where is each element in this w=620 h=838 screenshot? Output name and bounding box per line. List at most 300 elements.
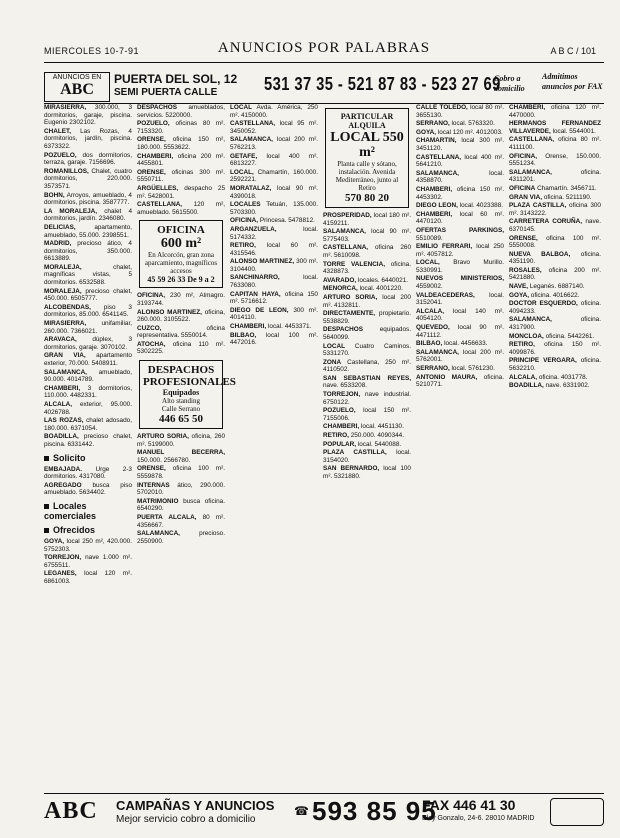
classified-ad: [44, 554, 132, 569]
ad-heading: SAN BERNARDO,: [323, 465, 380, 473]
ad-heading: PLAZA CASTILLA,: [509, 202, 567, 210]
ad-heading: CALLE TOLEDO,: [416, 104, 468, 111]
ad-text: oficina. 5632210.: [509, 357, 601, 372]
ad-heading: SALAMANCA,: [416, 348, 459, 356]
ad-heading: LOCAL,: [230, 168, 254, 176]
ad-heading: BOADILLA,: [509, 382, 544, 390]
ad-text: 3 dormitorios, 110.000. 4482331.: [44, 384, 132, 400]
ad-text: local 100 m². 4472016.: [230, 331, 318, 347]
classified-ad: [509, 374, 601, 382]
ad-text: 120 m², amueblado. 5615500.: [137, 201, 226, 216]
classified-ad: [230, 185, 318, 200]
footer-subtitle: Mejor servicio cobro a domicilio: [116, 814, 256, 825]
ad-text: local. 5440088.: [357, 440, 402, 448]
box-line1: DESPACHOS PROFESIONALES: [143, 364, 236, 389]
box-line4: 570 80 20: [345, 192, 389, 204]
column-5: [416, 104, 504, 792]
classified-ad: [230, 258, 318, 273]
classified-ad: [230, 120, 318, 135]
ad-heading: HERMANOS FERNANDEZ VILLAVERDE,: [509, 120, 601, 135]
classified-ad: [137, 136, 225, 151]
ad-heading: TORREJON,: [44, 554, 82, 562]
ad-text: local 120 m². 4012003.: [437, 128, 503, 136]
classified-ad: [323, 310, 411, 325]
ad-text: Tetuán, 135.000. 5703300.: [230, 201, 318, 216]
box-line2: LOCAL 550 m²: [330, 130, 404, 160]
ad-heading: OFICINA: [509, 184, 536, 192]
classified-ad: [323, 294, 411, 309]
ad-text: local. 4023388.: [459, 202, 504, 210]
classified-ad: [44, 482, 132, 497]
ad-text: Castellana, 250 m². 4110502.: [323, 358, 411, 374]
classified-ad: [509, 341, 601, 356]
classified-ad: [137, 120, 225, 135]
ad-text: oficina 120 m². 4470000.: [509, 104, 601, 119]
ad-heading: BOADILLA,: [44, 433, 79, 441]
ad-heading: ALCALA,: [44, 400, 73, 408]
ad-heading: LA MORALEJA,: [44, 207, 98, 215]
footer-phone: 593 85 95: [312, 796, 437, 826]
classified-ad: [416, 137, 504, 152]
banner-location-line1: PUERTA DEL SOL, 12: [114, 72, 238, 86]
column-6: [509, 104, 601, 792]
ad-text: Chalet, cuatro dormitorios, 220.000. 3573571.: [44, 167, 132, 190]
abc-logo-box: [44, 72, 110, 102]
page-number: A B C / 101: [550, 46, 596, 56]
classified-ad: [323, 465, 411, 480]
classified-ad: [44, 240, 132, 263]
classified-ad: [323, 432, 411, 440]
ad-text: local. 4456633.: [444, 340, 488, 348]
ad-heading: PUERTA ALCALA,: [137, 514, 197, 521]
classified-ad: [230, 169, 318, 184]
ad-text: local. 5174332.: [230, 225, 318, 241]
classified-ad: [137, 530, 225, 545]
classified-ad: [44, 104, 132, 127]
ad-heading: MORALEJA,: [44, 263, 82, 271]
ad-heading: SALAMANCA,: [230, 136, 273, 144]
ad-heading: ANTONIO MAURA,: [416, 373, 478, 381]
ad-heading: LOCALES: [230, 201, 261, 209]
ad-heading: PLAZA CASTILLA,: [323, 449, 387, 457]
ad-text: local 120 m². 6861003.: [44, 570, 132, 585]
ad-text: dúplex, 3 dormitorios, garaje. 3070102.: [44, 336, 132, 351]
ad-heading: GRAN VIA,: [44, 352, 86, 360]
classified-ad: [323, 228, 411, 243]
classified-ad: [230, 217, 318, 225]
ad-heading: POPULAR,: [323, 440, 357, 448]
classified-ad: [44, 128, 132, 151]
ad-text: local 250 m², 420.000. 5752303.: [44, 537, 132, 553]
ad-heading: ALCALA,: [509, 373, 538, 381]
classified-ad: [323, 441, 411, 449]
classified-ad: [137, 449, 225, 464]
classified-ad: [230, 274, 318, 289]
ad-heading: MONCLOA,: [509, 332, 544, 340]
box-line2: 600 m²: [160, 236, 202, 252]
ad-heading: OFICINA,: [137, 292, 166, 300]
ad-text: local. 3154020.: [323, 449, 411, 464]
classified-ad: [416, 120, 504, 128]
ad-heading: SALAMANCA,: [509, 168, 552, 176]
classified-ad: [323, 244, 411, 259]
ad-text: local 150 m². 7155006.: [323, 407, 411, 422]
section-heading: Solicito: [44, 453, 132, 463]
ad-text: local. 4001220.: [359, 285, 403, 293]
ad-heading: CAPITAN HAYA,: [230, 290, 281, 298]
ad-heading: CASTELLANA,: [323, 244, 369, 252]
ad-heading: OFERTAS PARKINGS,: [416, 226, 504, 234]
classified-ad: [137, 104, 225, 119]
classified-ad: [137, 153, 225, 168]
classified-ad: [509, 251, 601, 266]
classified-ad: [44, 538, 132, 553]
ad-text: local. 5763320.: [451, 120, 495, 128]
classified-ad: [416, 211, 504, 226]
ad-text: oficina. 4016622.: [530, 291, 580, 299]
ad-text: nave 1.000 m². 6755511.: [44, 554, 132, 569]
classified-ad: [44, 466, 132, 481]
ad-text: piso 3 dormitorios, 85.000. 6541145.: [44, 303, 132, 319]
ad-heading: ROMANILLOS,: [44, 167, 89, 175]
banner-location: [114, 73, 254, 99]
ad-heading: BOHN,: [44, 191, 65, 199]
classified-ad: [137, 185, 225, 200]
ad-heading: TORRE VALENCIA,: [323, 260, 385, 268]
classified-ad: [137, 498, 225, 513]
ad-text: local 180 m². 4159211.: [323, 212, 411, 227]
classified-ad: [44, 385, 132, 400]
ad-text: 4559002.: [416, 283, 443, 291]
ad-text: amueblado, 90.000. 4014789.: [44, 368, 132, 384]
classified-ad: [230, 201, 318, 216]
ad-text: local 80 m². 3655130.: [416, 104, 504, 119]
ad-text: 230 m², Almagro. 3193744.: [137, 292, 225, 307]
ad-text: Chamartín. 3456711.: [537, 184, 597, 192]
ad-heading: ALCOBENDAS,: [44, 303, 91, 311]
ad-text: local 90 m². 4471112.: [416, 324, 505, 339]
ad-text: 300 m². 4014110.: [230, 306, 318, 322]
classified-ad: [323, 285, 411, 293]
column-1: [44, 104, 132, 792]
ad-heading: ATOCHA,: [137, 340, 166, 348]
ad-text: apartamento, amueblado, 55.000. 2398551.: [44, 223, 132, 239]
classified-ad: [137, 325, 225, 340]
classified-ad: [509, 316, 601, 331]
ad-heading: CHAMARTIN,: [416, 137, 457, 145]
ad-heading: CUZCO,: [137, 324, 162, 332]
ad-text: 150.000. 2566780.: [137, 456, 191, 464]
banner-phones: 531 37 35 - 521 87 83 - 523 27 69: [264, 74, 501, 94]
ad-text: Urge 2-3 dormitorios. 4317080.: [44, 465, 132, 481]
classified-ad: [44, 152, 132, 167]
ad-text: local 140 m². 4054120.: [416, 307, 504, 323]
ad-heading: EMBAJADA.: [44, 465, 82, 473]
classified-ad: [416, 243, 504, 258]
ad-text: local 300 m². 3451120.: [416, 137, 504, 152]
ad-heading: ROSALES,: [509, 266, 542, 274]
footer-ad: [44, 796, 604, 830]
ad-text: Las Rozas, 4 dormitorios, jardín, piscina. 6373322.: [44, 127, 132, 150]
classified-ad: [323, 212, 411, 227]
ad-heading: ARTURO SORIA,: [323, 293, 378, 301]
ad-heading: PROSPERIDAD,: [323, 212, 372, 219]
ad-text: precioso ático, 4 dormitorios, 350.000. 6613889.: [44, 240, 132, 263]
ad-heading: CHAMBERI,: [44, 384, 81, 392]
ad-text: oficina 150 m². 4453302.: [416, 185, 504, 201]
section-heading: Ofrecidos: [44, 525, 132, 535]
ad-text: local 60 m². 4470120.: [416, 210, 504, 226]
ad-text: local. 4358870.: [416, 169, 504, 185]
classified-ad: [44, 401, 132, 416]
footer-abc-logo: ABC: [44, 798, 98, 824]
ad-heading: NUEVA BALBOA,: [509, 250, 571, 258]
classified-ad: [509, 300, 601, 315]
ad-heading: CHAMBERI,: [509, 104, 546, 111]
classified-ad: [44, 224, 132, 239]
banner-fax-label: Admitimos anuncios por FAX: [542, 72, 603, 91]
ad-heading: GETAFE,: [230, 152, 258, 160]
ad-text: 300 m². 3104400.: [230, 258, 319, 273]
banner-cobro: Cobro a domicilio: [494, 74, 525, 93]
ad-heading: ORENSE,: [137, 168, 166, 176]
classified-ad: [509, 382, 601, 390]
ad-text: 250.000. 4090344.: [350, 432, 405, 440]
ad-heading: DIRECTAMENTE,: [323, 310, 376, 318]
ad-text: precioso chalet, piscina. 6331442.: [44, 433, 132, 448]
box-line4: 45 59 26 33 De 9 a 2: [147, 275, 215, 285]
top-banner: [44, 72, 604, 102]
ad-heading: BILBAO,: [230, 331, 257, 339]
ad-heading: AVARADO,: [323, 276, 357, 284]
classified-ad: [44, 304, 132, 319]
ad-text: oficina 200 m². 5421880.: [509, 266, 601, 282]
ad-heading: SAN SEBASTIAN REYES,: [323, 374, 411, 382]
ad-text: chalet adosado, 180.000. 6371054.: [44, 417, 132, 432]
box-line3: Alto standing: [162, 397, 200, 406]
ad-text: busca oficina. 6540290.: [137, 497, 225, 513]
bullet-square-icon: [44, 528, 49, 533]
ad-text: Orense, 150.000. 5551234.: [509, 152, 601, 168]
ad-text: local. 5544001.: [552, 127, 596, 135]
display-ad-box: [139, 360, 236, 429]
box-line1: OFICINA: [157, 224, 205, 237]
classified-columns: [44, 104, 604, 792]
classified-ad: [44, 336, 132, 351]
ad-text: precioso chalet, 450.000. 6505777.: [44, 287, 132, 303]
ad-text: oficina 110 m². 5302225.: [137, 340, 225, 356]
ad-text: local. 7633080.: [230, 274, 318, 290]
ad-text: precioso. 2550900.: [137, 530, 225, 545]
classified-ad: [323, 407, 411, 422]
footer-title: CAMPAÑAS Y ANUNCIOS: [116, 798, 275, 813]
ad-heading: SALAMANCA,: [323, 228, 366, 236]
classified-ad: [509, 235, 601, 250]
ad-text: oficina. 4031778.: [538, 373, 588, 381]
ad-heading: NAVE,: [509, 283, 529, 291]
classified-ad: [323, 343, 411, 358]
ad-heading: INTERNAS: [137, 481, 170, 489]
ad-heading: ORENSE,: [137, 136, 166, 144]
ad-text: oficina 100 m². 5550008.: [509, 234, 601, 250]
ad-text: local 400 m². 6813227.: [230, 152, 318, 168]
ad-heading: CASTELLANA,: [230, 120, 276, 128]
classified-ad: [44, 192, 132, 207]
classified-ad: [44, 288, 132, 303]
ad-text: Cuatro Caminos. 5331270.: [323, 342, 411, 358]
ad-text: nave. 6370145.: [509, 218, 601, 233]
ad-text: amueblados, servicios. 5220000.: [137, 104, 225, 119]
ad-heading: ALONSO MARTINEZ,: [137, 308, 202, 316]
ad-heading: GOYA,: [416, 128, 437, 136]
classified-ad: [416, 308, 504, 323]
ad-text: local 200 m². 5762213.: [230, 136, 318, 151]
ad-text: oficina 150 m², 180.000. 5553622.: [137, 136, 225, 151]
ad-heading: MANUEL BECERRA,: [137, 449, 225, 457]
classified-ad: [416, 129, 504, 137]
ad-heading: MADRID,: [44, 240, 72, 248]
classified-ad: [509, 185, 601, 193]
ad-heading: NUEVOS MINISTERIOS,: [416, 275, 504, 283]
classified-ad: [323, 261, 411, 276]
ad-heading: QUEVEDO,: [416, 324, 450, 332]
ad-text: Bravo Murillo. 5330991.: [416, 259, 504, 274]
ad-text: despacho 25 m². 5428001.: [137, 184, 225, 200]
footer-fax: FAX 446 41 30: [422, 797, 516, 813]
ad-heading: DESPACHOS: [323, 326, 364, 334]
classified-ad: [230, 153, 318, 168]
ad-heading: POZUELO,: [137, 120, 170, 128]
classified-ad: [416, 374, 504, 389]
publisher-logo: [550, 798, 604, 826]
classified-ad: [509, 218, 601, 233]
ad-heading: DIEGO DE LEON,: [230, 306, 289, 314]
ad-heading: RETIRO,: [323, 432, 349, 440]
ad-heading: PRINCIPE VERGARA,: [509, 357, 577, 365]
ad-heading: CASTELLANA,: [416, 153, 462, 161]
ad-text: oficina. 5211190.: [543, 193, 592, 201]
footer-address: Eloy Gonzalo, 24-6. 28010 MADRID: [422, 815, 535, 822]
display-ad-box: [139, 220, 223, 288]
ad-text: local 90 m². 4390018.: [230, 184, 319, 200]
classified-ad: [44, 352, 132, 367]
classified-ad: [509, 169, 601, 184]
ad-heading: TORREJON,: [323, 391, 361, 399]
classified-ad: [416, 104, 504, 119]
ad-heading: DOCTOR ESQUERDO,: [509, 300, 578, 308]
classified-ad: [230, 242, 318, 257]
classified-ad: [509, 153, 601, 168]
ad-text: oficina, 260.000. 3105522.: [137, 308, 225, 324]
classified-ad: [416, 349, 504, 364]
ad-text: apartamento exterior, 70.000. 5408911.: [44, 352, 132, 367]
ad-heading: CHAMBERI,: [323, 423, 360, 431]
ad-text: local. 5761230.: [451, 365, 495, 372]
header-rule: [44, 62, 604, 63]
ad-heading: MENORCA,: [323, 285, 358, 293]
ad-text: exterior, 95.000. 4026788.: [44, 400, 132, 416]
ad-text: oficina 200 m². 4455801.: [137, 152, 225, 168]
column-2: [137, 104, 236, 792]
ad-text: Leganés. 6887140.: [529, 283, 585, 291]
classified-ad: [323, 359, 411, 374]
classified-ad: [137, 482, 225, 497]
classified-ad: [44, 369, 132, 384]
ad-heading: ARAVACA,: [44, 336, 77, 344]
ad-heading: GOYA,: [44, 537, 65, 545]
classified-ad: [44, 320, 132, 335]
ad-heading: CHAMBERI,: [230, 323, 267, 331]
classified-ad: [230, 226, 318, 241]
classified-ad: [509, 194, 601, 202]
classified-ad: [416, 186, 504, 201]
section-title: ANUNCIOS POR PALABRAS: [217, 40, 431, 56]
ad-text: oficina. 5442261.: [545, 332, 595, 340]
ad-heading: SALAMANCA,: [137, 530, 180, 538]
classified-ad: [137, 465, 225, 480]
ad-text: local 60 m². 4315546.: [230, 242, 319, 257]
ad-heading: AGREGADO: [44, 481, 82, 489]
classified-ad: [416, 292, 504, 307]
ad-heading: DIEGO LEON,: [416, 202, 458, 210]
box-line1: PARTICULAR ALQUILA: [340, 112, 394, 130]
ad-heading: SALAMANCA,: [44, 368, 87, 376]
ad-heading: SERRANO,: [416, 120, 450, 128]
bullet-square-icon: [44, 456, 49, 461]
ad-heading: ZONA: [323, 358, 342, 366]
ad-heading: ORENSE,: [509, 234, 538, 242]
ad-text: nave. 6533208.: [323, 382, 368, 390]
ad-text: oficina. 4328873.: [323, 260, 411, 276]
abc-logo-big: ABC: [60, 81, 94, 98]
ad-text: ático, 290.000. 5702010.: [137, 481, 225, 497]
ad-text: oficina 150 m². 5716612.: [230, 290, 318, 306]
column-4: [323, 104, 411, 792]
ad-heading: SANCHINARRO,: [230, 274, 280, 282]
ad-heading: CHAMBERI,: [416, 185, 453, 193]
ad-text: Avda. América, 250 m². 4150000.: [230, 104, 318, 119]
classified-ad: [44, 264, 132, 287]
classified-ad: [509, 202, 601, 217]
page-header: [44, 40, 604, 58]
ad-text: unifamiliar, 260.000. 7366021.: [44, 320, 132, 335]
ad-text: local 200 m². 4132811.: [323, 293, 411, 309]
ad-text: busca piso amueblado. 5634402.: [44, 481, 132, 497]
classified-ad: [137, 341, 225, 356]
classified-ad: [323, 391, 411, 406]
ad-text: oficina 150 m². 4099876.: [509, 341, 601, 356]
ad-text: oficina 80 m². 4111100.: [509, 136, 601, 151]
ad-text: 300.000, 3 dormitorios, garaje, piscina. Eugenio 2302102.: [44, 104, 132, 127]
classified-ad: [509, 357, 601, 372]
ad-text: oficina 300 m². 3143222.: [509, 202, 601, 217]
ad-text: oficina. 4311201.: [509, 168, 601, 184]
ad-text: dos dormitorios, terraza, garaje. 7156696.: [44, 151, 133, 167]
ad-heading: ORENSE,: [137, 465, 166, 473]
classified-ad: [230, 291, 318, 306]
classified-ad: [323, 326, 411, 341]
box-line4: Calle Serrano: [161, 405, 201, 414]
footer-rule: [44, 793, 604, 794]
box-line3: Planta calle y sótano, instalación. Avenida Mediterráneo, junto al Retiro: [335, 160, 399, 192]
ad-heading: POZUELO,: [323, 407, 356, 415]
classified-ad: [137, 292, 225, 307]
ad-heading: CARRETERA CORUÑA,: [509, 218, 583, 226]
ad-heading: RETIRO,: [509, 341, 535, 349]
ad-heading: VALDEACEDERAS,: [416, 291, 475, 299]
ad-text: oficina representativa. 5550014.: [137, 324, 225, 340]
ad-heading: POZUELO,: [44, 151, 77, 159]
